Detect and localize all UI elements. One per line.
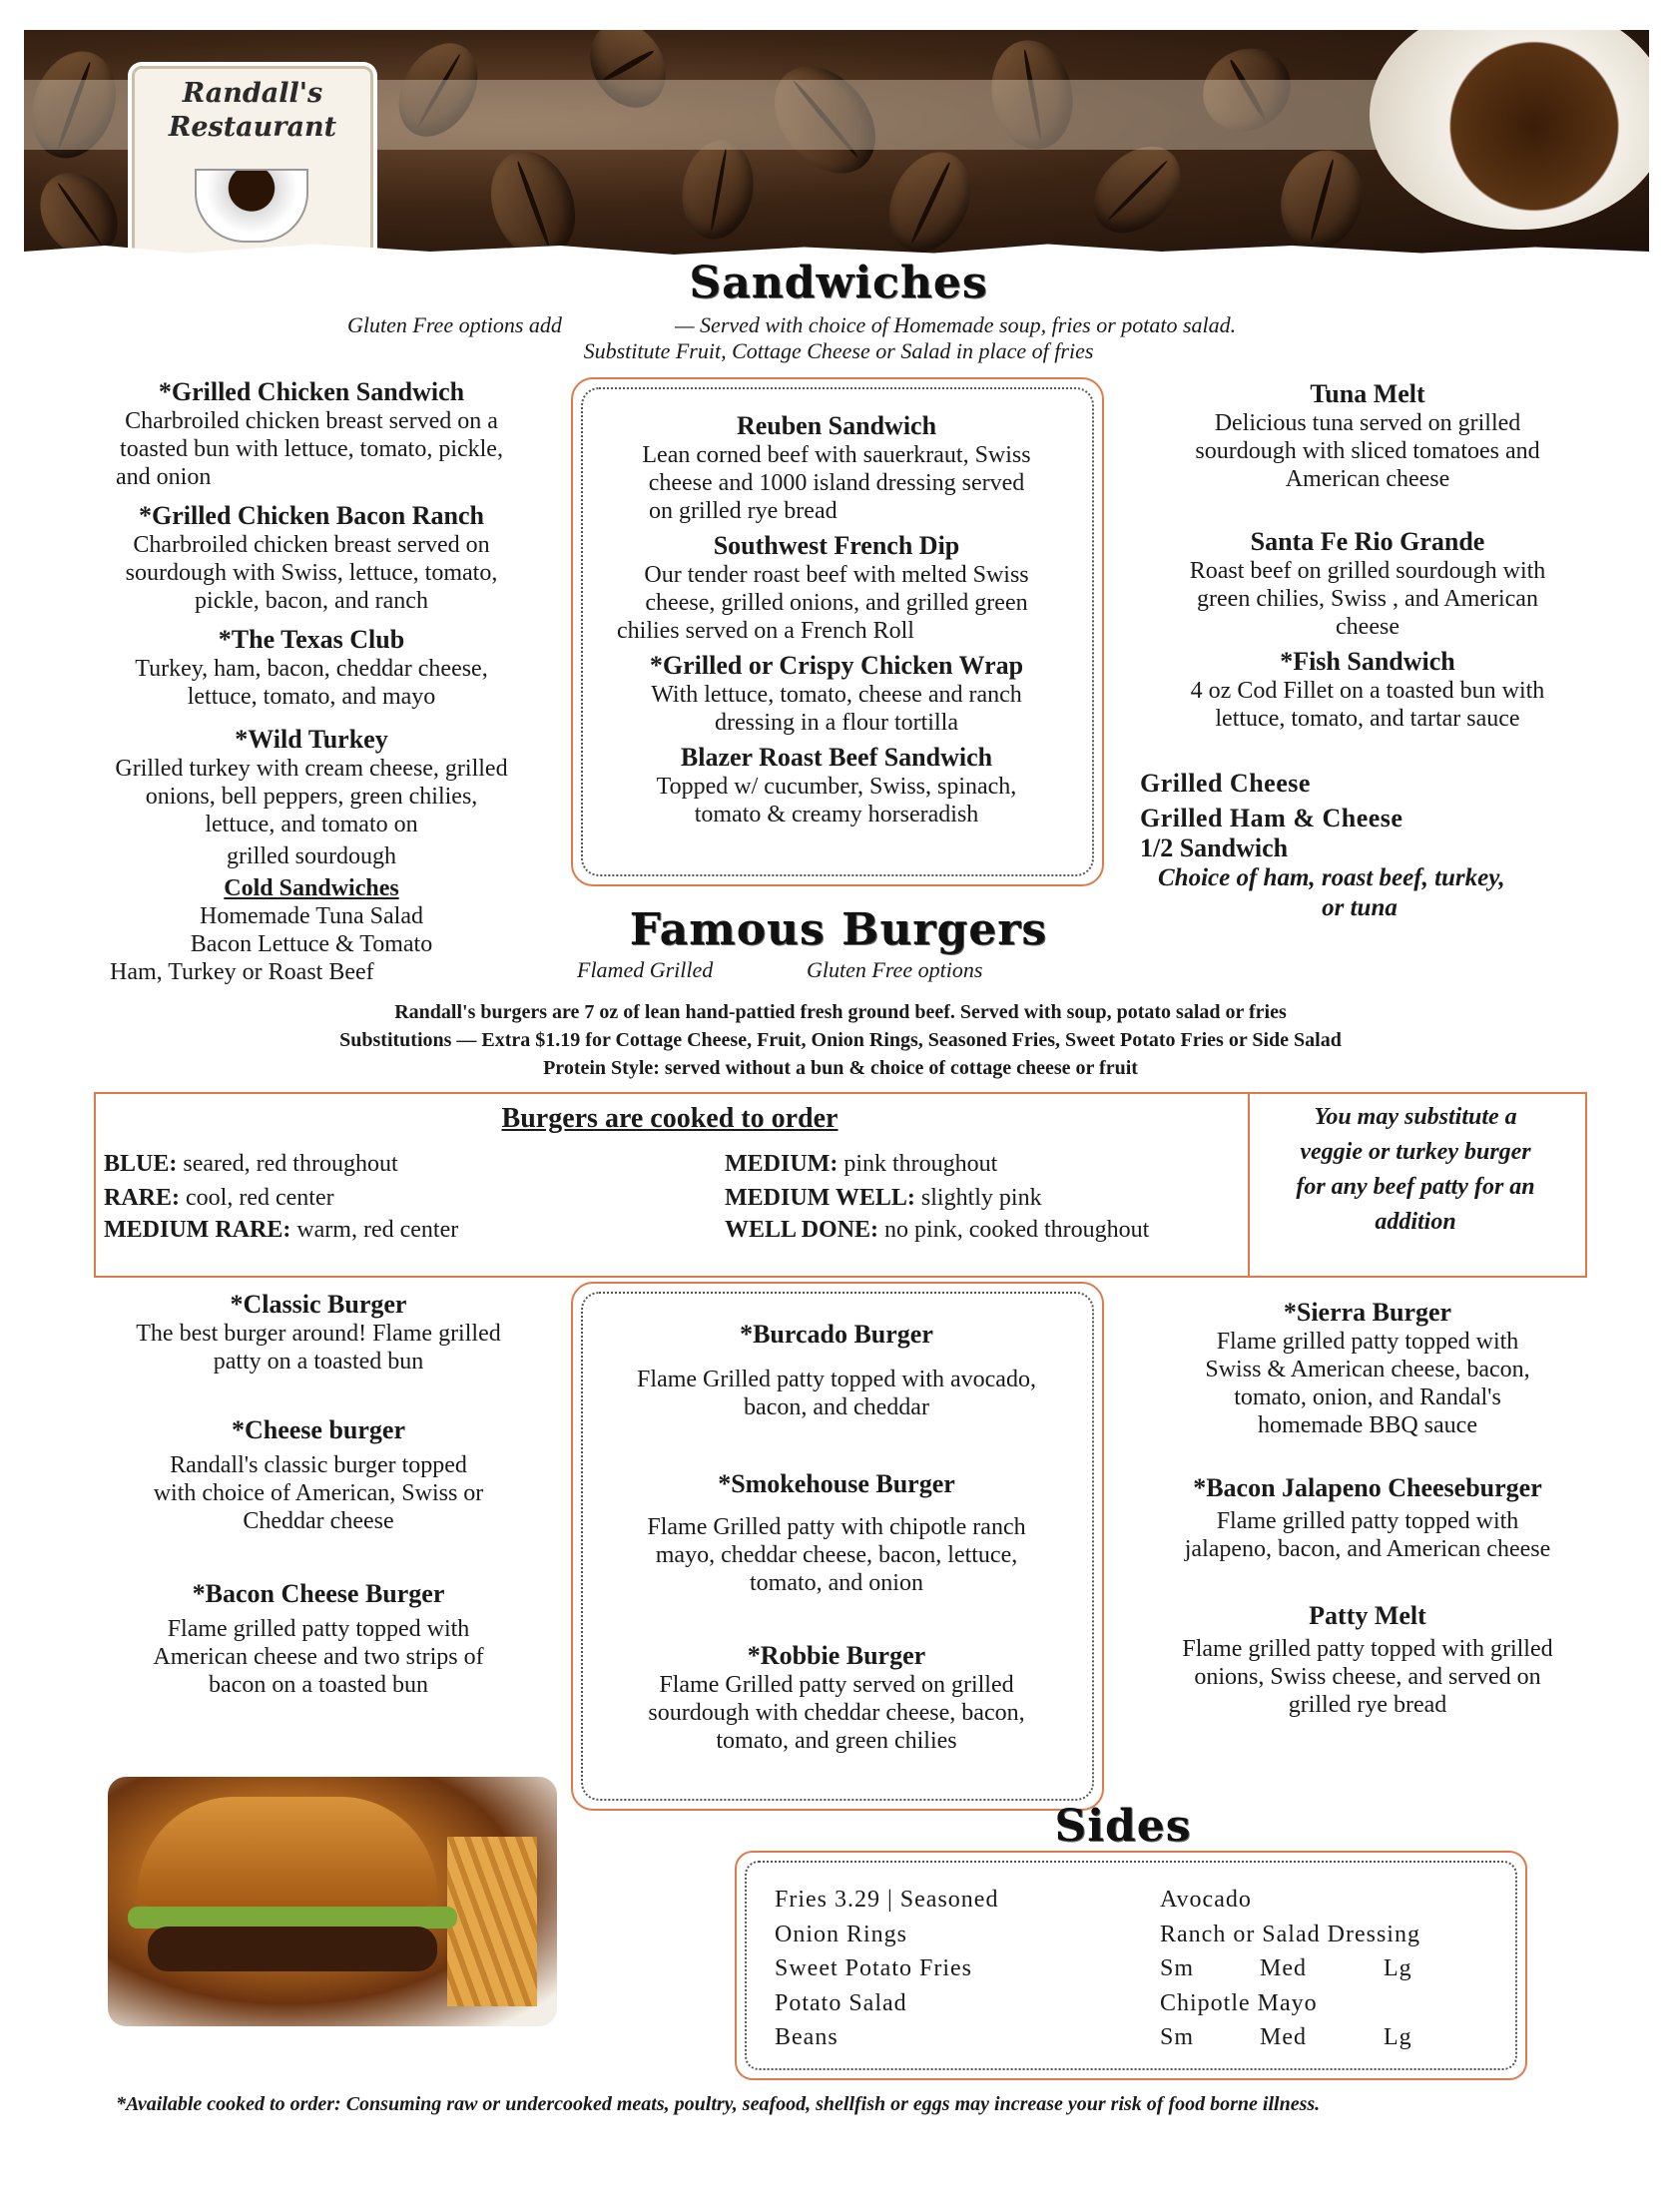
menu-item	[589, 531, 1084, 645]
item-title: Blazer Roast Beef Sandwich	[680, 743, 993, 772]
list-item: Ham, Turkey or Roast Beef	[110, 959, 374, 985]
sandwich-list-center	[589, 411, 1084, 828]
menu-item	[1138, 1601, 1597, 1719]
doneness-level: WELL DONE:	[725, 1217, 879, 1243]
item-desc: chilies served on a French Roll	[617, 618, 914, 644]
doneness-row	[725, 1216, 1234, 1244]
item-title: *Grilled Chicken Bacon Ranch	[139, 501, 484, 530]
item-desc: Topped w/ cucumber, Swiss, spinach,	[656, 774, 1017, 800]
item-desc: Roast beef on grilled sourdough with	[1189, 558, 1546, 584]
item-desc: Randall's classic burger topped	[170, 1452, 467, 1478]
menu-item	[589, 1641, 1084, 1755]
menu-item	[82, 725, 541, 870]
menu-item	[589, 1469, 1084, 1641]
burger-list-left	[94, 1290, 543, 1699]
item-title: Tuna Melt	[1310, 379, 1425, 408]
menu-item	[589, 411, 1084, 525]
sides-heading: Sides	[1054, 1801, 1192, 1852]
sides-list-left	[775, 1883, 1134, 2055]
item-desc: Charbroiled chicken breast served on a	[125, 408, 498, 434]
item-desc: onions, bell peppers, green chilies,	[145, 784, 478, 810]
logo-line-1: Randall's	[182, 78, 323, 109]
doneness-level: BLUE:	[104, 1151, 178, 1177]
list-item: Homemade Tuna Salad	[200, 903, 423, 929]
sides-list-right	[1160, 1883, 1499, 2055]
menu-item	[94, 1415, 543, 1579]
side-item: Sweet Potato Fries	[775, 1955, 972, 1981]
menu-item	[1138, 1298, 1597, 1473]
item-desc: Flame grilled patty topped with	[167, 1616, 470, 1642]
flamed-grilled-label: Flamed Grilled	[577, 957, 714, 982]
size-small: Sm	[1160, 1955, 1195, 1981]
substitute-line: for any beef patty for an	[1296, 1174, 1535, 1200]
item-desc: homemade BBQ sauce	[1258, 1412, 1477, 1438]
doneness-desc: pink throughout	[838, 1151, 998, 1177]
logo	[132, 66, 373, 262]
doneness-desc: warm, red center	[290, 1217, 459, 1243]
item-desc: Flame grilled patty topped with grilled	[1182, 1636, 1553, 1662]
coffee-cup-image	[1370, 30, 1649, 230]
substitute-line: veggie or turkey burger	[1300, 1139, 1531, 1165]
item-desc: The best burger around! Flame grilled	[136, 1321, 501, 1347]
item-desc: Charbroiled chicken breast served on	[133, 532, 490, 558]
item-desc: Cheddar cheese	[243, 1508, 394, 1534]
item-desc: lettuce, and tomato on	[205, 812, 418, 837]
menu-item	[589, 1320, 1084, 1469]
logo-line-2: Restaurant	[168, 112, 337, 143]
item-title: Reuben Sandwich	[736, 411, 937, 440]
doneness-desc: no pink, cooked throughout	[878, 1217, 1150, 1243]
item-desc: toasted bun with lettuce, tomato, pickle,	[120, 436, 503, 462]
burger-info-line: Substitutions — Extra $1.19 for Cottage Cheese, Fruit, Onion Rings, Seasoned Fries, Sweet Potato Fries or Side Salad	[339, 1029, 1342, 1051]
item-title: *Classic Burger	[230, 1290, 407, 1319]
substitute-line: addition	[1375, 1209, 1456, 1235]
gluten-free-note: Gluten Free options add	[347, 312, 562, 337]
item-title: *Sierra Burger	[1283, 1298, 1452, 1327]
side-item: Ranch or Salad Dressing	[1160, 1921, 1420, 1947]
item-desc: patty on a toasted bun	[213, 1349, 424, 1375]
item-desc: tomato, onion, and Randal's	[1234, 1384, 1501, 1410]
size-medium: Med	[1260, 2024, 1307, 2050]
item-desc: pickle, bacon, and ranch	[195, 588, 428, 614]
doneness-level: MEDIUM RARE:	[104, 1217, 291, 1243]
cold-sandwiches-title: Cold Sandwiches	[224, 875, 399, 901]
size-medium: Med	[1260, 1955, 1307, 1981]
item-desc: Flame Grilled patty topped with avocado,	[637, 1367, 1036, 1392]
item-title: *Grilled Chicken Sandwich	[158, 377, 465, 406]
item-title: *Bacon Cheese Burger	[192, 1579, 445, 1608]
item-title: *Bacon Jalapeno Cheeseburger	[1193, 1473, 1542, 1502]
item-title: Patty Melt	[1309, 1601, 1426, 1630]
item-desc: cheese, grilled onions, and grilled green	[645, 590, 1028, 616]
menu-item	[82, 501, 541, 625]
item-desc: bacon on a toasted bun	[209, 1672, 428, 1698]
item-desc: dressing in a flour tortilla	[715, 710, 958, 736]
item-desc: jalapeno, bacon, and American cheese	[1184, 1536, 1551, 1562]
item-title: *Smokehouse Burger	[718, 1469, 955, 1498]
doneness-desc: seared, red throughout	[177, 1151, 398, 1177]
menu-item	[589, 651, 1084, 737]
item-desc: sourdough with sliced tomatoes and	[1195, 438, 1540, 464]
item-desc: or tuna	[1322, 894, 1398, 921]
item-desc: Choice of ham, roast beef, turkey,	[1158, 864, 1505, 891]
substitute-line: You may substitute a	[1314, 1104, 1517, 1130]
item-desc: cheese and 1000 island dressing served	[648, 470, 1025, 496]
menu-item	[82, 377, 541, 501]
item-desc: onions, Swiss cheese, and served on	[1194, 1664, 1541, 1690]
sandwich-list-left	[82, 377, 541, 986]
menu-item	[82, 625, 541, 725]
item-title: *Fish Sandwich	[1280, 647, 1455, 676]
served-with-note: — Served with choice of Homemade soup, fries or potato salad.	[675, 312, 1237, 337]
menu-item	[94, 1290, 543, 1415]
item-desc: Lean corned beef with sauerkraut, Swiss	[642, 442, 1031, 468]
item-desc: green chilies, Swiss , and American	[1197, 586, 1538, 612]
item-desc: Turkey, ham, bacon, cheddar cheese,	[135, 656, 488, 682]
burger-list-right	[1138, 1298, 1597, 1719]
item-desc: grilled sourdough	[227, 843, 396, 869]
size-row	[1160, 2020, 1499, 2055]
item-desc: American cheese	[1285, 466, 1450, 492]
grilled-cheese-block	[1140, 769, 1609, 923]
item-desc: American cheese and two strips of	[153, 1644, 484, 1670]
item-desc: tomato, and onion	[750, 1570, 923, 1596]
footer-disclaimer: *Available cooked to order: Consuming raw or undercooked meats, poultry, seafood, shellfish or eggs may increase your risk of food borne illness.	[116, 2093, 1321, 2115]
burger-info-line: Protein Style: served without a bun & choice of cottage cheese or fruit	[543, 1057, 1138, 1079]
cold-sandwiches	[82, 874, 541, 986]
burger-list-center	[589, 1320, 1084, 1755]
size-small: Sm	[1160, 2024, 1195, 2050]
menu-item	[1138, 1473, 1597, 1601]
item-desc: sourdough with Swiss, lettuce, tomato,	[125, 560, 498, 586]
sandwiches-heading: Sandwiches	[689, 258, 988, 308]
item-title: 1/2 Sandwich	[1140, 833, 1289, 862]
item-desc: lettuce, tomato, and mayo	[187, 684, 436, 710]
burger-photo	[108, 1777, 557, 2026]
doneness-row	[725, 1150, 1234, 1184]
substitute-text	[1254, 1100, 1577, 1240]
size-large: Lg	[1384, 1955, 1412, 1981]
item-desc: Our tender roast beef with melted Swiss	[644, 562, 1029, 588]
menu-item	[1138, 527, 1597, 647]
gluten-free-label: Gluten Free options	[807, 957, 983, 982]
item-desc: 4 oz Cod Fillet on a toasted bun with	[1190, 678, 1545, 704]
logo-cup-icon	[195, 169, 308, 243]
item-desc: bacon, and cheddar	[744, 1394, 929, 1420]
item-desc: lettuce, tomato, and tartar sauce	[1215, 706, 1520, 732]
doneness-row	[104, 1216, 703, 1244]
doneness-left	[104, 1150, 703, 1244]
item-desc: Flame grilled patty topped with	[1216, 1508, 1519, 1534]
item-title: *The Texas Club	[218, 625, 405, 654]
item-title: Grilled Cheese	[1140, 769, 1311, 798]
doneness-row	[725, 1184, 1234, 1216]
item-desc: tomato & creamy horseradish	[694, 802, 979, 828]
menu-item	[589, 743, 1084, 828]
item-desc: with choice of American, Swiss or	[153, 1480, 484, 1506]
item-title: *Robbie Burger	[747, 1641, 926, 1670]
size-large: Lg	[1384, 2024, 1412, 2050]
doneness-right	[725, 1150, 1234, 1244]
burger-info-line: Randall's burgers are 7 oz of lean hand-pattied fresh ground beef. Served with soup, potato salad or fries	[394, 1001, 1287, 1023]
item-desc: Flame Grilled patty with chipotle ranch	[647, 1514, 1026, 1540]
side-item: Beans	[775, 2024, 839, 2050]
item-title: Grilled Ham & Cheese	[1140, 804, 1403, 832]
item-title: *Grilled or Crispy Chicken Wrap	[649, 651, 1024, 680]
sandwich-list-right	[1138, 379, 1597, 733]
doneness-desc: slightly pink	[914, 1185, 1042, 1211]
list-item: Bacon Lettuce & Tomato	[190, 931, 433, 957]
doneness-row	[104, 1184, 703, 1216]
item-desc: Swiss & American cheese, bacon,	[1205, 1357, 1530, 1382]
doneness-level: MEDIUM:	[725, 1151, 839, 1177]
item-desc: mayo, cheddar cheese, bacon, lettuce,	[655, 1542, 1018, 1568]
item-title: *Cheese burger	[231, 1415, 405, 1444]
side-item: Fries 3.29 | Seasoned	[775, 1887, 999, 1913]
burgers-heading: Famous Burgers	[629, 904, 1048, 955]
item-desc: Delicious tuna served on grilled	[1214, 410, 1521, 436]
item-desc: With lettuce, tomato, cheese and ranch	[651, 682, 1022, 708]
substitute-note: Substitute Fruit, Cottage Cheese or Salad in place of fries	[583, 338, 1094, 363]
item-desc: and onion	[116, 464, 212, 490]
item-title: *Wild Turkey	[235, 725, 388, 754]
item-desc: grilled rye bread	[1288, 1692, 1447, 1718]
item-desc: sourdough with cheddar cheese, bacon,	[648, 1700, 1025, 1726]
doneness-level: RARE:	[104, 1185, 180, 1211]
side-item: Potato Salad	[775, 1989, 907, 2016]
item-desc: Grilled turkey with cream cheese, grilled	[115, 756, 508, 782]
item-desc: tomato, and green chilies	[716, 1728, 957, 1754]
item-title: *Burcado Burger	[740, 1320, 933, 1349]
menu-item	[1138, 379, 1597, 527]
side-item: Avocado	[1160, 1887, 1252, 1913]
doneness-row	[104, 1150, 703, 1184]
menu-item	[1138, 647, 1597, 733]
side-item: Onion Rings	[775, 1921, 908, 1947]
item-desc: cheese	[1336, 614, 1400, 640]
item-title: Southwest French Dip	[713, 531, 960, 560]
doneness-desc: cool, red center	[180, 1185, 334, 1211]
item-desc: Flame Grilled patty served on grilled	[659, 1672, 1014, 1698]
header-banner	[24, 30, 1649, 268]
side-item: Chipotle Mayo	[1160, 1989, 1318, 2016]
doneness-level: MEDIUM WELL:	[725, 1185, 915, 1211]
burger-info	[100, 998, 1581, 1082]
item-desc: Flame grilled patty topped with	[1216, 1329, 1519, 1355]
menu-item	[94, 1579, 543, 1699]
size-row	[1160, 1951, 1499, 1986]
cooked-to-order-title: Burgers are cooked to order	[501, 1103, 839, 1134]
item-desc: on grilled rye bread	[649, 498, 838, 524]
item-title: Santa Fe Rio Grande	[1250, 527, 1485, 556]
